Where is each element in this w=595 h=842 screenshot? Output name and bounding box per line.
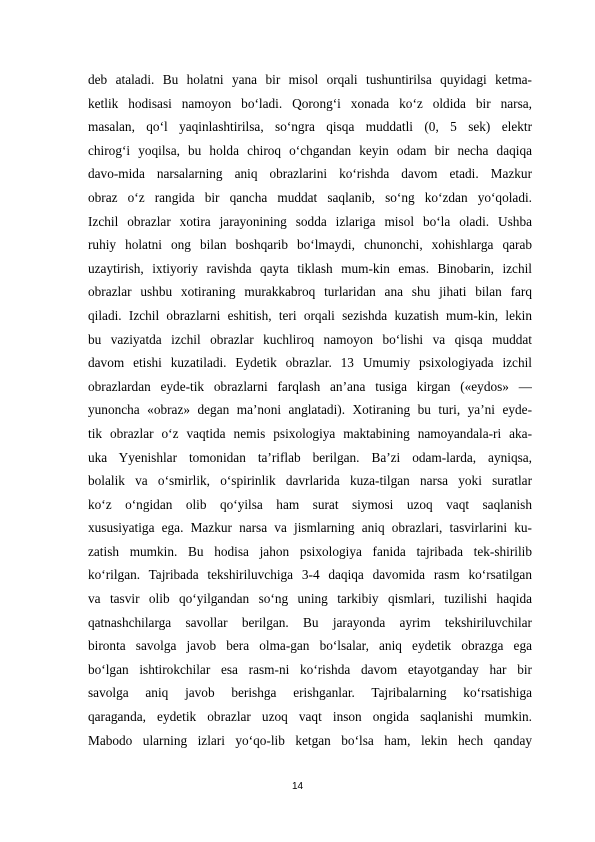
text-line: va tasvir olib qo‘yilgandan so‘ng uning tarkibiy qismlari, tuzilishi haqida <box>88 591 532 607</box>
text-line: ko‘z o‘ngidan olib qo‘yilsa ham surat siymosi uzoq vaqt saqlanish <box>88 496 532 512</box>
text-line: bu vaziyatda izchil obrazlar kuchliroq namoyon bo‘lishi va qisqa muddat <box>88 331 532 347</box>
text-line: xususiyatiga ega. Mazkur narsa va jismlarning aniq obrazlari, tasvirlarini ku- <box>88 520 532 536</box>
text-line: qaraganda, eydetik obrazlar uzoq vaqt inson ongida saqlanishi mumkin. <box>88 709 532 725</box>
text-line: davo-mida narsalarning aniq obrazlarini ko‘rishda davom etadi. Mazkur <box>88 166 532 182</box>
text-line: zatish mumkin. Bu hodisa jahon psixologiya fanida tajribada tek-shirilib <box>88 543 532 559</box>
text-line: obraz o‘z rangida bir qancha muddat saqlanib, so‘ng ko‘zdan yo‘qoladi. <box>88 189 532 205</box>
text-line: uka Yyenishlar tomonidan ta’riflab berilgan. Ba’zi odam-larda, ayniqsa, <box>88 449 532 465</box>
text-line: tik obrazlar o‘z vaqtida nemis psixologiya maktabining namoyandala-ri aka- <box>88 425 532 441</box>
text-line: masalan, qo‘l yaqinlashtirilsa, so‘ngra qisqa muddatli (0, 5 sek) elektr <box>88 119 532 135</box>
text-line: ruhiy holatni ong bilan boshqarib bo‘lmaydi, chunonchi, xohishlarga qarab <box>88 237 532 253</box>
text-line: qiladi. Izchil obrazlarni eshitish, teri orqali sezishda kuzatish mum-kin, lekin <box>88 307 532 323</box>
text-line: davom etishi kuzatiladi. Eydetik obrazlar. 13 Umumiy psixologiyada izchil <box>88 355 532 371</box>
text-line: ko‘rilgan. Tajribada tekshiriluvchiga 3-4 daqiqa davomida rasm ko‘rsatilgan <box>88 567 532 583</box>
text-line: uzaytirish, ixtiyoriy ravishda qayta tiklash mum-kin emas. Binobarin, izchil <box>88 260 532 276</box>
text-line: bo‘lgan ishtirokchilar esa rasm-ni ko‘rishda davom etayotganday har bir <box>88 661 532 677</box>
text-line: obrazlar ushbu xotiraning murakkabroq turlaridan ana shu jihati bilan farq <box>88 284 532 300</box>
text-line: qatnashchilarga savollar berilgan. Bu jarayonda ayrim tekshiriluvchilar <box>88 614 532 630</box>
text-line: Mabodo ularning izlari yo‘qo-lib ketgan bo‘lsa ham, lekin hech qanday <box>88 732 532 748</box>
text-line: Izchil obrazlar xotira jarayonining sodda izlariga misol bo‘la oladi. Ushba <box>88 213 532 229</box>
page-number: 14 <box>291 781 304 792</box>
text-line: chirog‘i yoqilsa, bu holda chiroq o‘chgandan keyin odam bir necha daqiqa <box>88 142 532 158</box>
text-line: savolga aniq javob berishga erishganlar. Tajribalarning ko‘rsatishiga <box>88 685 532 701</box>
text-line: bironta savolga javob bera olma-gan bo‘lsalar, aniq eydetik obrazga ega <box>88 638 532 654</box>
text-line: obrazlardan eyde-tik obrazlarni farqlash an’ana tusiga kirgan («eydos» — <box>88 378 532 394</box>
text-line: yunoncha «obraz» degan ma’noni anglatadi). Xotiraning bu turi, ya’ni eyde- <box>88 402 532 418</box>
body-text <box>88 68 532 752</box>
text-line: ketlik hodisasi namoyon bo‘ladi. Qorong‘i xonada ko‘z oldida bir narsa, <box>88 95 532 111</box>
text-line: bolalik va o‘smirlik, o‘spirinlik davrlarida kuza-tilgan narsa yoki suratlar <box>88 473 532 489</box>
text-line: deb ataladi. Bu holatni yana bir misol orqali tushuntirilsa quyidagi ketma- <box>88 72 532 87</box>
